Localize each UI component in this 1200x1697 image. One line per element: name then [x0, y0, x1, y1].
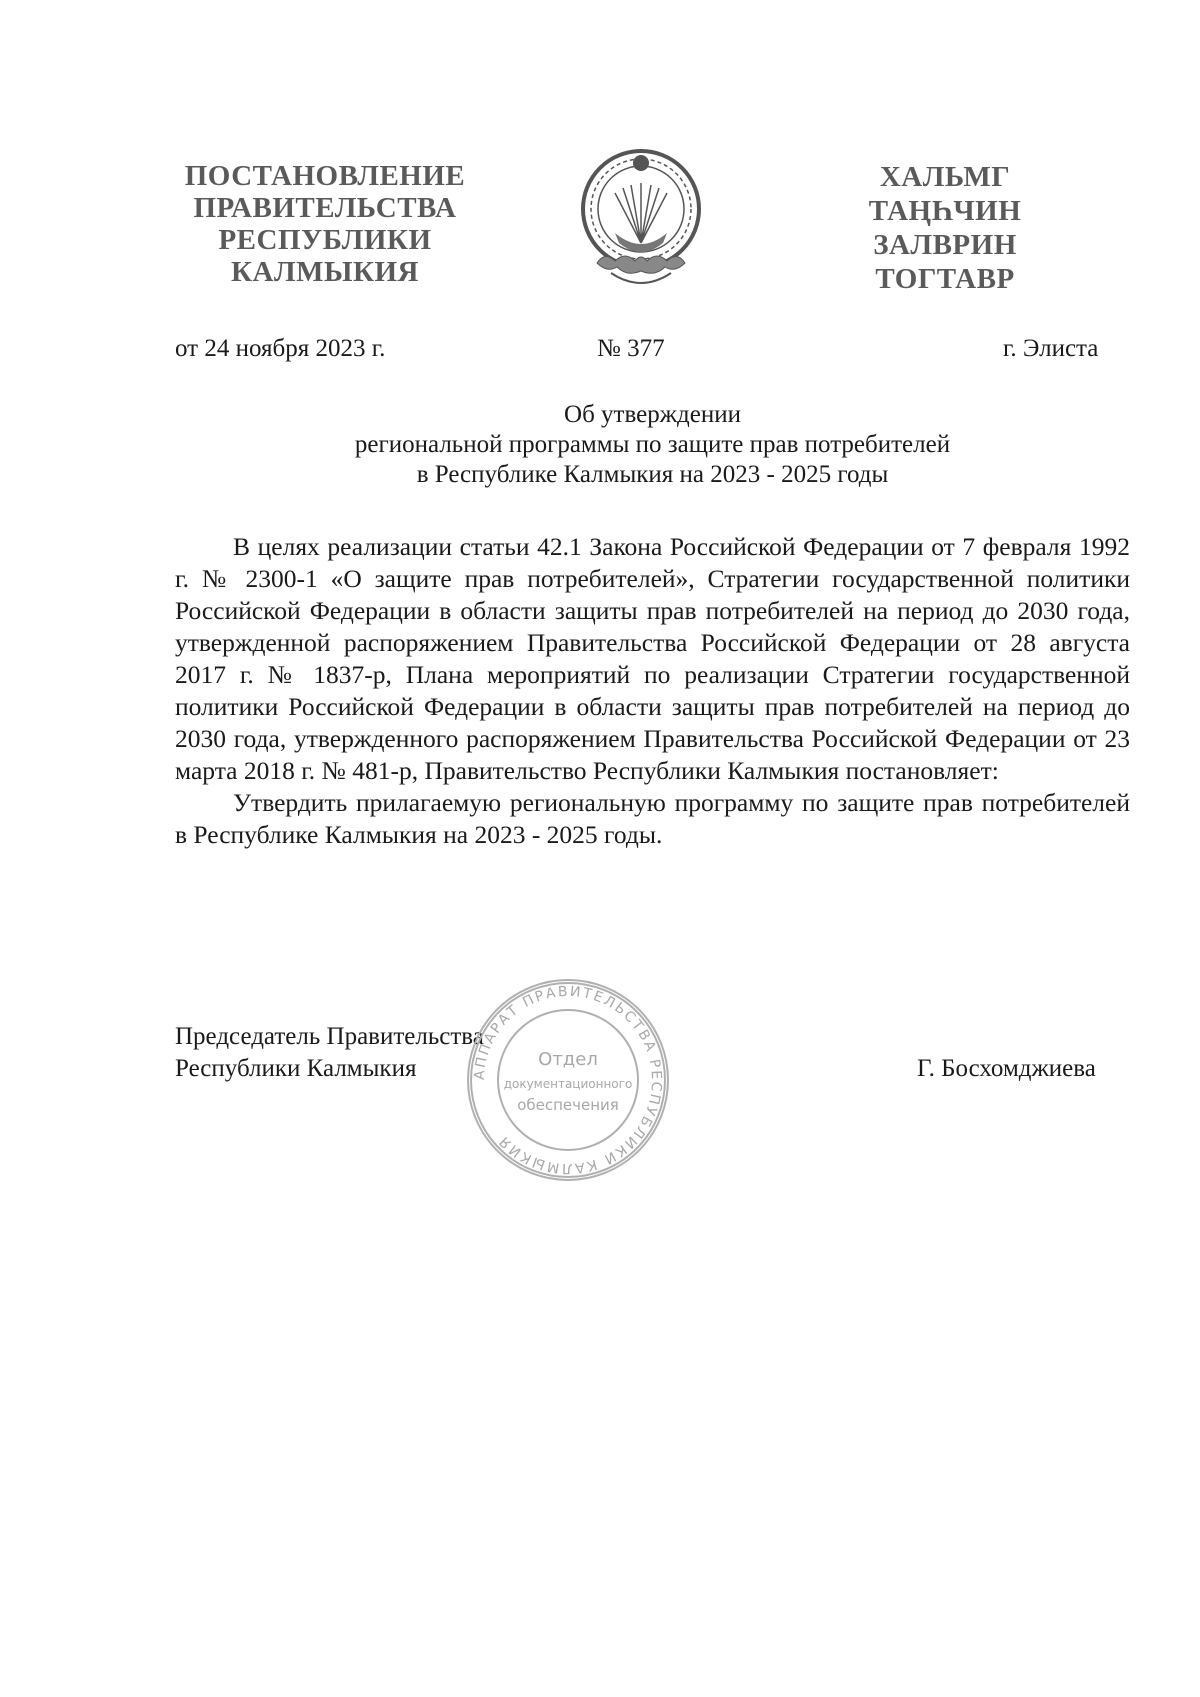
header-left-line: КАЛМЫКИЯ: [231, 256, 419, 288]
header-right-line: ТОГТАВР: [875, 263, 1015, 295]
header-left-russian: [175, 160, 475, 288]
body-paragraph-resolution: Утвердить прилагаемую региональную программу по защите прав потребителей в Республике Калмыкия на 2023 - 2025 годы.: [175, 788, 1130, 849]
title-line: Об утверждении: [564, 401, 741, 428]
header-right-line: ТАҢҺЧИН: [868, 195, 1022, 227]
stamp-center-line: обеспечения: [517, 1096, 619, 1114]
header-left-line: РЕСПУБЛИКИ: [218, 224, 432, 256]
document-city: г. Элиста: [1003, 335, 1099, 362]
document-date: от 24 ноября 2023 г.: [175, 335, 386, 362]
header-left-line: ПОСТАНОВЛЕНИЕ: [184, 160, 466, 192]
body-paragraph-preamble: В целях реализации статьи 42.1 Закона Российской Федерации от 7 февраля 1992 г. № 2300-1 «О защите прав потребителей», Стратегии государственной политики Российской Федерации в области защиты прав потребителей на период до 2030 года, утвержденной распоряжением Правительства Российской Федерации от 28 августа 2017 г. № 1837-р, Плана мероприятий по реализации Стратегии государственной политики Российской Федерации в области защиты прав потребителей на период до 2030 года, утвержденного распоряжением Правительства Российской Федерации от 23 марта 2018 г. № 481-р, Правительство Республики Калмыкия постановляет:: [175, 532, 1130, 785]
coat-of-arms-emblem-icon: [575, 143, 707, 303]
header-right-line: ХАЛЬМГ: [879, 161, 1011, 193]
title-line: региональной программы по защите прав потребителей: [354, 431, 951, 458]
header-left-line: ПРАВИТЕЛЬСТВА: [193, 192, 457, 224]
stamp-center-line: документационного: [503, 1077, 633, 1091]
document-number: № 377: [597, 335, 665, 362]
signatory-position-line: Республики Калмыкия: [175, 1055, 417, 1082]
title-line: в Республике Калмыкия на 2023 - 2025 годы: [416, 461, 889, 488]
stamp-ring-text: АППАРАТ ПРАВИТЕЛЬСТВА РЕСПУБЛИКИ КАЛМЫКИЯ: [471, 983, 665, 1177]
header-right-kalmyk: [845, 160, 1045, 296]
official-stamp-icon: [463, 975, 673, 1185]
document-title: [175, 400, 1130, 490]
signatory-position: [175, 1021, 484, 1085]
signatory-position-line: Председатель Правительства: [175, 1023, 484, 1050]
document-body: [175, 531, 1130, 851]
signatory-name: Г. Босхомджиева: [917, 1055, 1096, 1082]
stamp-center-line: Отдел: [538, 1049, 598, 1070]
header-right-line: ЗАЛВРИН: [873, 229, 1017, 261]
